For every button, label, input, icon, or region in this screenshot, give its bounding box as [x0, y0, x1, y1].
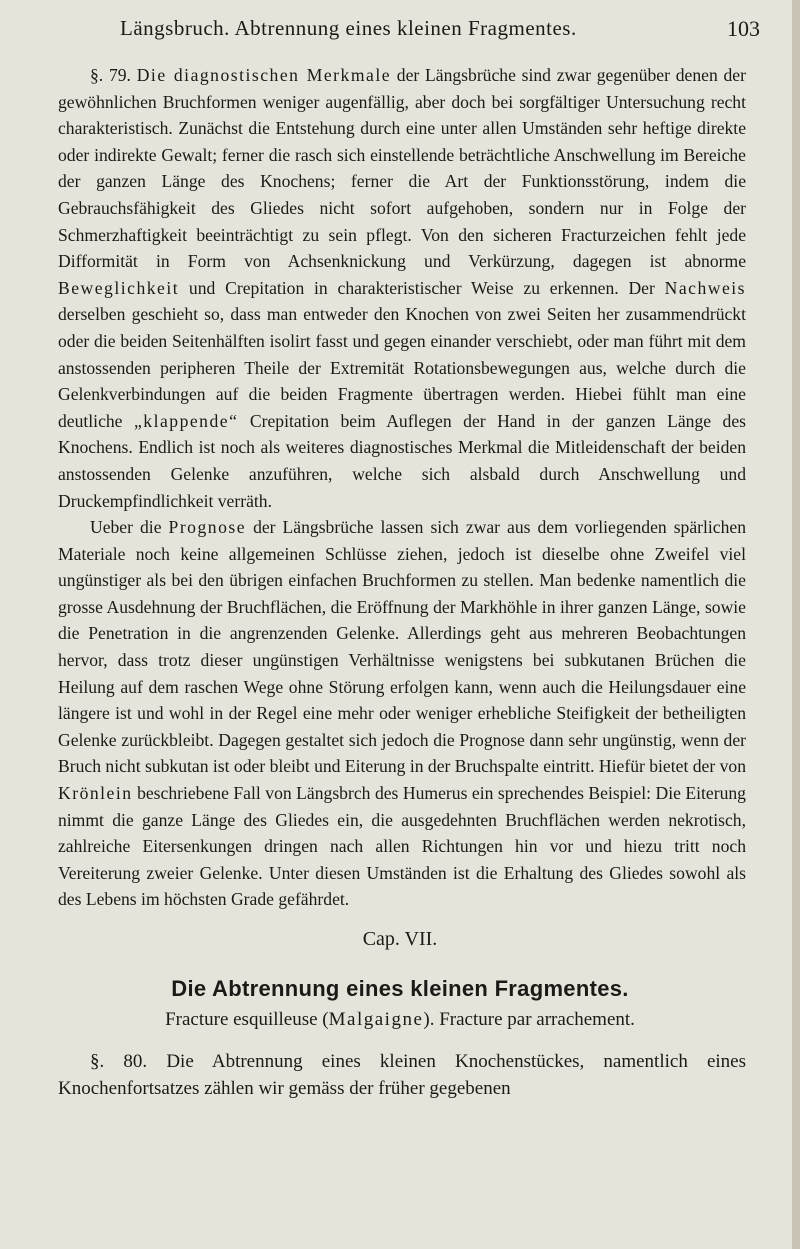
spaced-term-mobility: Beweglichkeit [58, 277, 180, 298]
page-edge [792, 0, 800, 1249]
running-head: Längsbruch. Abtrennung eines kleinen Fragmentes. [120, 16, 577, 40]
spaced-author-malgaigne: Malgaigne [328, 1009, 424, 1030]
spaced-author-kroenlein: Krönlein [58, 783, 133, 804]
text-run: Fracture esquilleuse ( [165, 1009, 329, 1030]
spaced-term-diagnostic: Die diagnostischen Merkmale [136, 65, 392, 85]
text-run: und Crepitation in charakteristischer Weise zu erkennen. Der [188, 277, 655, 298]
spaced-term-proof: Nachweis [664, 277, 746, 298]
page-number: 103 [727, 16, 760, 41]
text-run: der Längsbrüche lassen sich zwar aus dem vorliegenden spärlichen Materiale noch keine allgemeinen Schlüsse ziehen, jedoch ist dieselbe ohne Zweifel viel ungünstiger als bei den übrigen einfachen Bruchformen zu stellen. Man bedenke namentlich die grosse Ausdehnung der Bruchflächen, die Eröffnung der Markhöhle in ihrer ganzen Länge, sowie die Penetration in die angrenzenden Gelenke. Allerdings geht aus mehreren Beobachtungen hervor, dass trotz dieser ungünstigen Verhältnisse wenigstens bei subkutanen Brüchen die Heilung auf dem raschen Wege ohne Störung erfolgen kann, wenn auch die Heilungsdauer eine längere ist und wohl in der Regel eine mehr oder weniger erhebliche Steifigkeit der betheiligten Gelenke zurückbleibt. Dagegen gestaltet sich jedoch die Prognose dann sehr ungünstig, wenn der Bruch nicht subkutan ist oder bleibt und Eiterung in der Bruchspalte eintritt. Hiefür bietet der von [58, 517, 746, 777]
text-run: beschriebene Fall von Längsbrch des Humerus ein sprechendes Beispiel: Die Eiterung nimmt die ganze Länge des Gliedes ein, die ausgedehnten Bruchflächen werden nekrotisch, zahlreiche Eitersenkungen dringen nach allen Richtungen hin vor und hiezu tritt noch Vereiterung zweier Gelenke. Unter diesen Umständen ist die Erhaltung des Gliedes sowohl als des Lebens im höchsten Grade gefährdet. [58, 783, 746, 910]
text-run: Die Abtrennung eines kleinen Knochenstückes, namentlich eines Knochenfortsatzes zählen wir gemäss der früher gegebenen [58, 1051, 747, 1099]
text-run: Ueber die [90, 517, 162, 538]
chapter-label: Cap. VII. [362, 928, 438, 950]
paragraph-79-diagnosis [58, 62, 746, 514]
text-run: ). Fracture par arrachement. [423, 1009, 635, 1030]
body-text [58, 62, 746, 913]
section-number: §. 79. [90, 65, 131, 85]
spaced-term-clapping: „klappende“ [133, 410, 239, 431]
text-run: der Längsbrüche sind zwar gegenüber denen der gewöhnlichen Bruchformen weniger augenfällig, aber doch bei sorgfältiger Untersuchung recht charakteristisch. Zunächst die Entstehung durch eine unter allen Umständen sehr heftige direkte oder indirekte Gewalt; ferner die rasch sich einstellende beträchtliche Anschwellung im Bereiche der ganzen Länge des Knochens; ferner die Art der Funktionsstörung, indem die Gebrauchsfähigkeit des Gliedes nicht sofort aufgehoben, sondern nur in Folge der Schmerzhaftigkeit beeinträchtigt zu sein pflegt. Von den sicheren Fracturzeichen fehlt jede Difformität in Form von Achsenknickung und Verkürzung, dagegen ist abnorme [58, 65, 746, 272]
chapter-subtitle [0, 1009, 800, 1031]
section-number: §. 80. [90, 1051, 148, 1072]
spaced-term-prognosis: Prognose [168, 517, 247, 538]
chapter-title: Die Abtrennung eines kleinen Fragmentes. [171, 976, 629, 1001]
text-run: Crepitation beim Auflegen der Hand in der ganzen Länge des Knochens. Endlich ist noch als weiteres diagnostisches Merkmal die Mitleidenschaft der beiden anstossenden Gelenke anzuführen, welche sich alsbald durch Anschwellung und Druckempfindlichkeit verräth. [58, 410, 746, 511]
paragraph-prognosis [58, 514, 746, 913]
text-run: derselben geschieht so, dass man entweder den Knochen von zwei Seiten her zusammendrückt oder die beiden Seitenhälften isolirt fasst und gegen einander verschiebt, oder man führt mit dem anstossenden peripheren Theile der Extremität Rotationsbewegungen aus, welche durch die Gelenkverbindungen auf die beiden Fragmente übertragen werden. Hiebei fühlt man eine deutliche [58, 304, 746, 431]
paragraph-80 [58, 1048, 746, 1102]
